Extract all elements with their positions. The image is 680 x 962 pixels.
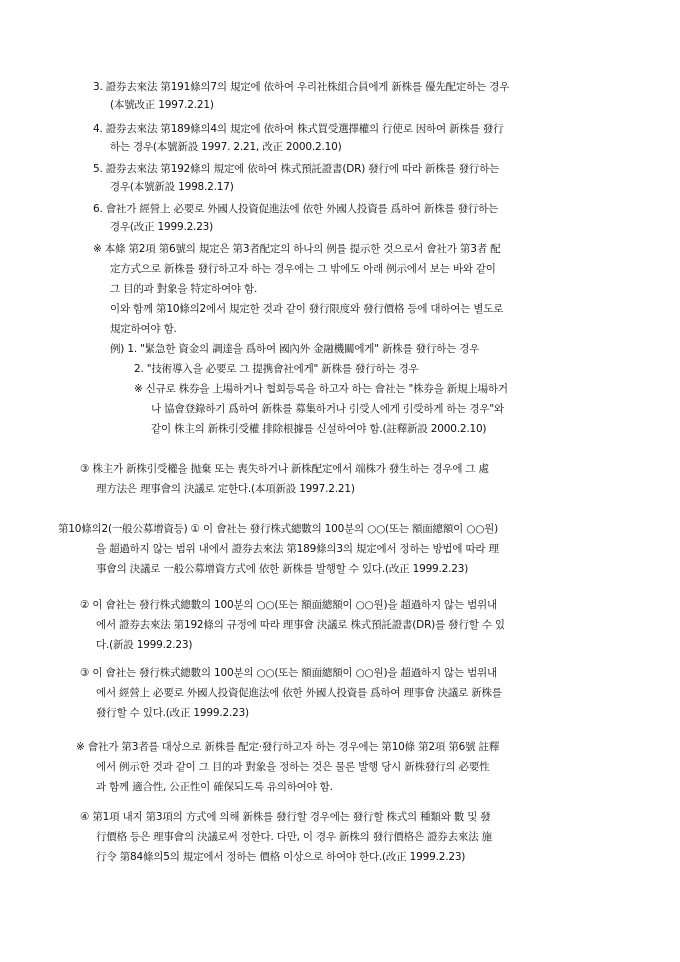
item-6-line-2: 경우(改正 1999.2.23) — [110, 221, 214, 233]
item-5-line-2: 경우(本號新設 1998.2.17) — [110, 181, 234, 193]
para-3-line-1: ③ 株主가 新株引受權을 抛棄 또는 喪失하거나 新株配定에서 端株가 發生하는 경우에 그 處 — [80, 463, 489, 475]
para-3b-line-2: 에서 經營上 必要로 外國人投資促進法에 依한 外國人投資를 爲하여 理事會 決議로 新株를 — [96, 687, 502, 699]
note-b-line-3: 과 함께 適合性, 公正性이 確保되도록 유의하여야 함. — [96, 781, 333, 793]
note-line-1: ※ 本條 第2項 第6號의 規定은 第3者配定의 하나의 例를 提示한 것으로서 會社가 第3者 配 — [93, 243, 501, 255]
example-1: 例) 1. "緊急한 資金의 調達을 爲하여 國內外 金融機關에게" 新株를 發行하는 경우 — [110, 343, 480, 355]
article-10-2-line-1: 第10條의2(一般公募增資등) ① 이 會社는 發行株式總數의 100분의 ○○(또는 額面總額이 ○○원) — [58, 523, 499, 535]
subnote-line-1: ※ 신규로 株券을 上場하거나 협회등록을 하고자 하는 會社는 "株券을 新規上場하거 — [134, 383, 508, 395]
para-4-line-1: ④ 第1項 내지 第3項의 方式에 의해 新株를 發行할 경우에는 發行할 株式의 種類와 數 및 發 — [80, 811, 491, 823]
note-line-3: 그 目的과 對象을 特定하여야 함. — [110, 283, 258, 295]
para-3b-line-3: 發行할 수 있다.(改正 1999.2.23) — [96, 707, 249, 719]
para-4-line-3: 行令 第84條의5의 規定에서 정하는 價格 이상으로 하여야 한다.(改正 1999.2.23) — [96, 851, 466, 863]
note-line-2: 定方式으로 新株를 發行하고자 하는 경우에는 그 밖에도 아래 例示에서 보는 바와 같이 — [110, 263, 496, 275]
note-b-line-2: 에서 例示한 것과 같이 그 目的과 對象을 정하는 것은 물론 발행 당시 新株發行의 必要性 — [96, 761, 490, 773]
item-3-line-1: 3. 證券去來法 第191條의7의 規定에 依하여 우리社株組合員에게 新株를 優先配定하는 경우 — [93, 81, 510, 93]
para-2-line-2: 에서 證券去來法 第192條의 규정에 따라 理事會 決議로 株式預託證書(DR)를 發行할 수 있 — [96, 619, 505, 631]
para-4-line-2: 行價格 등은 理事會의 決議로써 정한다. 다만, 이 경우 新株의 發行價格은 證券去來法 施 — [96, 831, 492, 843]
para-3-line-2: 理方法은 理事會의 決議로 定한다.(本項新設 1997.2.21) — [96, 483, 355, 495]
subnote-line-3: 같이 株主의 新株引受權 排除根據를 신설하여야 함.(註釋新設 2000.2.10) — [151, 423, 487, 435]
example-2: 2. "技術導入을 必要로 그 提携會社에게" 新株를 發行하는 경우 — [134, 363, 419, 375]
item-6-line-1: 6. 會社가 經營上 必要로 外國人投資促進法에 依한 外國人投資를 爲하여 新株를 發行하는 — [93, 203, 499, 215]
item-5-line-1: 5. 證券去來法 第192條의 規定에 依하여 株式預託證書(DR) 發行에 따라 新株를 發行하는 — [93, 163, 500, 175]
subnote-line-2: 나 協會登錄하기 爲하여 新株를 募集하거나 引受人에게 引受하게 하는 경우"와 — [151, 403, 504, 415]
article-10-2-line-3: 事會의 決議로 一般公募增資方式에 依한 新株를 발행할 수 있다.(改正 1999.2.23) — [96, 563, 469, 575]
note-line-5: 規定하여야 함. — [110, 323, 177, 335]
item-3-line-2: (本號改正 1997.2.21) — [110, 99, 214, 111]
note-line-4: 이와 함께 第10條의2에서 規定한 것과 같이 發行限度와 發行價格 등에 대하여는 별도로 — [110, 303, 504, 315]
para-2-line-1: ② 이 會社는 發行株式總數의 100분의 ○○(또는 額面總額이 ○○원)을 超過하지 않는 범위내 — [80, 599, 497, 611]
para-3b-line-1: ③ 이 會社는 發行株式總數의 100분의 ○○(또는 額面總額이 ○○원)을 超過하지 않는 범위내 — [80, 667, 497, 679]
article-10-2-line-2: 을 超過하지 않는 범위 내에서 證券去來法 第189條의3의 規定에서 정하는 방법에 따라 理 — [96, 543, 499, 555]
note-b-line-1: ※ 會社가 第3者를 대상으로 新株를 配定·發行하고자 하는 경우에는 第10條 第2項 第6號 註釋 — [76, 741, 500, 753]
item-4-line-2: 하는 경우(本號新設 1997. 2.21, 改正 2000.2.10) — [110, 141, 342, 153]
para-2-line-3: 다.(新設 1999.2.23) — [96, 639, 193, 651]
item-4-line-1: 4. 證券去來法 第189條의4의 規定에 依하여 株式買受選擇權의 行使로 因하여 新株를 發行 — [93, 123, 504, 135]
